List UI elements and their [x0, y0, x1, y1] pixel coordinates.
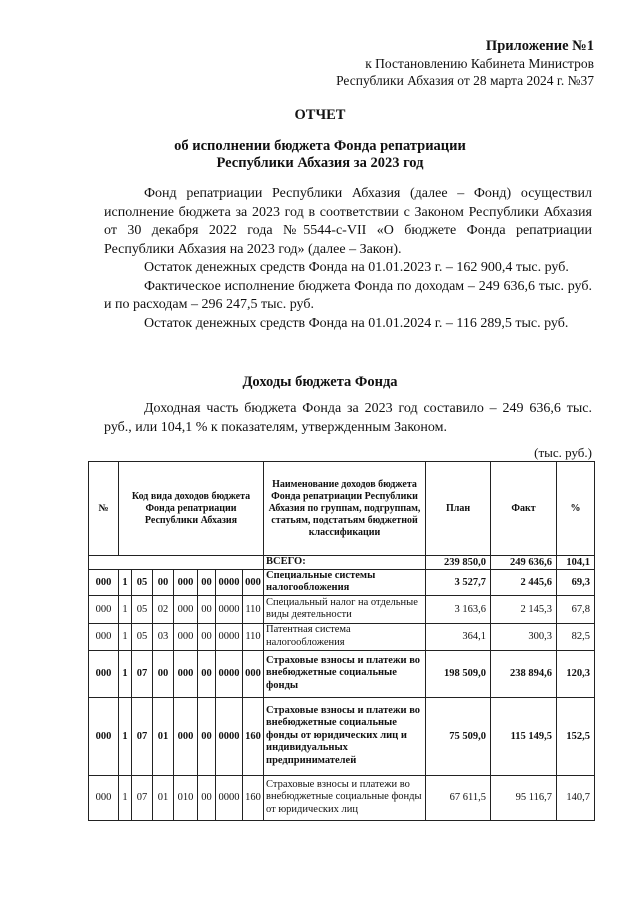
row-name: Страховые взносы и платежи во внебюджетные социальные фонды от юридических лиц	[264, 775, 426, 820]
code-part: 160	[243, 697, 264, 775]
table-row	[89, 775, 595, 820]
row-plan: 198 509,0	[426, 650, 491, 697]
code-part: 00	[198, 650, 216, 697]
row-plan: 67 611,5	[426, 775, 491, 820]
table-row	[89, 623, 595, 650]
code-part: 000	[89, 650, 119, 697]
report-subtitle	[0, 138, 640, 172]
total-plan: 239 850,0	[426, 556, 491, 570]
code-part: 000	[89, 569, 119, 595]
code-part: 07	[132, 697, 153, 775]
row-plan: 3 163,6	[426, 595, 491, 623]
code-part: 00	[198, 775, 216, 820]
table-header-row	[89, 462, 595, 556]
table-row	[89, 697, 595, 775]
code-part: 000	[89, 623, 119, 650]
income-paragraph: Доходная часть бюджета Фонда за 2023 год составило – 249 636,6 тыс. руб., или 104,1 % к показателям, утвержденным Законом.	[104, 401, 592, 435]
code-part: 1	[119, 650, 132, 697]
table-row	[89, 569, 595, 595]
code-part: 1	[119, 595, 132, 623]
code-part: 000	[243, 569, 264, 595]
report-title: ОТЧЕТ	[294, 107, 346, 123]
code-part: 000	[89, 775, 119, 820]
header-plan: План	[426, 462, 491, 556]
code-part: 0000	[216, 595, 243, 623]
intro-paragraph-2: Остаток денежных средств Фонда на 01.01.2023 г. – 162 900,4 тыс. руб.	[144, 260, 569, 275]
code-part: 000	[174, 569, 198, 595]
header-code: Код вида доходов бюджета Фонда репатриации Республики Абхазия	[119, 462, 264, 556]
total-label: ВСЕГО:	[264, 556, 426, 570]
code-part: 1	[119, 569, 132, 595]
code-part: 07	[132, 650, 153, 697]
row-fact: 115 149,5	[491, 697, 557, 775]
code-part: 000	[174, 650, 198, 697]
row-fact: 2 445,6	[491, 569, 557, 595]
code-part: 05	[132, 623, 153, 650]
code-part: 00	[198, 595, 216, 623]
code-part: 03	[153, 623, 174, 650]
code-part: 05	[132, 569, 153, 595]
report-subtitle-line-1: об исполнении бюджета Фонда репатриации	[174, 138, 466, 154]
code-part: 01	[153, 697, 174, 775]
code-part: 1	[119, 775, 132, 820]
row-fact: 95 116,7	[491, 775, 557, 820]
header-pct: %	[557, 462, 595, 556]
code-part: 07	[132, 775, 153, 820]
table-row	[89, 650, 595, 697]
code-part: 000	[89, 595, 119, 623]
header-fact: Факт	[491, 462, 557, 556]
code-part: 0000	[216, 650, 243, 697]
code-part: 000	[174, 623, 198, 650]
row-name: Специальный налог на отдельные виды деятельности	[264, 595, 426, 623]
table-row	[89, 595, 595, 623]
code-part: 00	[198, 623, 216, 650]
report-subtitle-line-2: Республики Абхазия за 2023 год	[216, 155, 424, 171]
income-heading: Доходы бюджета Фонда	[242, 374, 398, 390]
total-row	[89, 556, 595, 570]
code-part: 05	[132, 595, 153, 623]
row-pct: 69,3	[557, 569, 595, 595]
code-part: 01	[153, 775, 174, 820]
row-fact: 300,3	[491, 623, 557, 650]
row-name: Патентная система налогообложения	[264, 623, 426, 650]
code-part: 00	[153, 569, 174, 595]
total-pct: 104,1	[557, 556, 595, 570]
code-part: 0000	[216, 569, 243, 595]
code-part: 000	[89, 697, 119, 775]
row-plan: 3 527,7	[426, 569, 491, 595]
row-name: Страховые взносы и платежи во внебюджетные социальные фонды	[264, 650, 426, 697]
row-fact: 238 894,6	[491, 650, 557, 697]
code-part: 000	[174, 697, 198, 775]
code-part: 0000	[216, 697, 243, 775]
row-pct: 67,8	[557, 595, 595, 623]
header-name: Наименование доходов бюджета Фонда репатриации Республики Абхазия по группам, подгруппам, статьям, подстатьям бюджетной классификации	[264, 462, 426, 556]
code-part: 0000	[216, 775, 243, 820]
row-pct: 152,5	[557, 697, 595, 775]
code-part: 00	[153, 650, 174, 697]
annex-line-1: к Постановлению Кабинета Министров	[365, 56, 594, 71]
code-part: 110	[243, 623, 264, 650]
code-part: 1	[119, 623, 132, 650]
unit-label: (тыс. руб.)	[534, 445, 592, 460]
code-part: 000	[243, 650, 264, 697]
row-fact: 2 145,3	[491, 595, 557, 623]
row-plan: 364,1	[426, 623, 491, 650]
row-pct: 140,7	[557, 775, 595, 820]
code-part: 110	[243, 595, 264, 623]
row-pct: 82,5	[557, 623, 595, 650]
row-name: Специальные системы налогообложения	[264, 569, 426, 595]
code-part: 00	[198, 697, 216, 775]
code-part: 02	[153, 595, 174, 623]
annex-title: Приложение №1	[485, 38, 594, 54]
annex-block	[336, 38, 594, 89]
intro-paragraph-3: Фактическое исполнение бюджета Фонда по доходам – 249 636,6 тыс. руб. и по расходам – 296 247,5 тыс. руб.	[104, 278, 592, 312]
row-name: Страховые взносы и платежи во внебюджетные социальные фонды от юридических лиц и индивидуальных предпринимателей	[264, 697, 426, 775]
code-part: 010	[174, 775, 198, 820]
code-part: 1	[119, 697, 132, 775]
code-part: 0000	[216, 623, 243, 650]
row-pct: 120,3	[557, 650, 595, 697]
code-part: 000	[174, 595, 198, 623]
total-fact: 249 636,6	[491, 556, 557, 570]
header-num: №	[89, 462, 119, 556]
intro-paragraph-1: Фонд репатриации Республики Абхазия (далее – Фонд) осуществил исполнение бюджета за 2023 год в соответствии с Законом Республики Абхазия от 30 декабря 2022 года №5544-с-VII «О бюджете Фонда репатриации Республики Абхазия на 2023 год» (далее – Закон).	[104, 186, 592, 257]
intro-text	[104, 185, 592, 333]
income-table	[88, 461, 595, 821]
code-part: 160	[243, 775, 264, 820]
row-plan: 75 509,0	[426, 697, 491, 775]
annex-line-2: Республики Абхазия от 28 марта 2024 г. №37	[336, 73, 594, 88]
intro-paragraph-4: Остаток денежных средств Фонда на 01.01.2024 г. – 116 289,5 тыс. руб.	[144, 315, 569, 331]
code-part: 00	[198, 569, 216, 595]
